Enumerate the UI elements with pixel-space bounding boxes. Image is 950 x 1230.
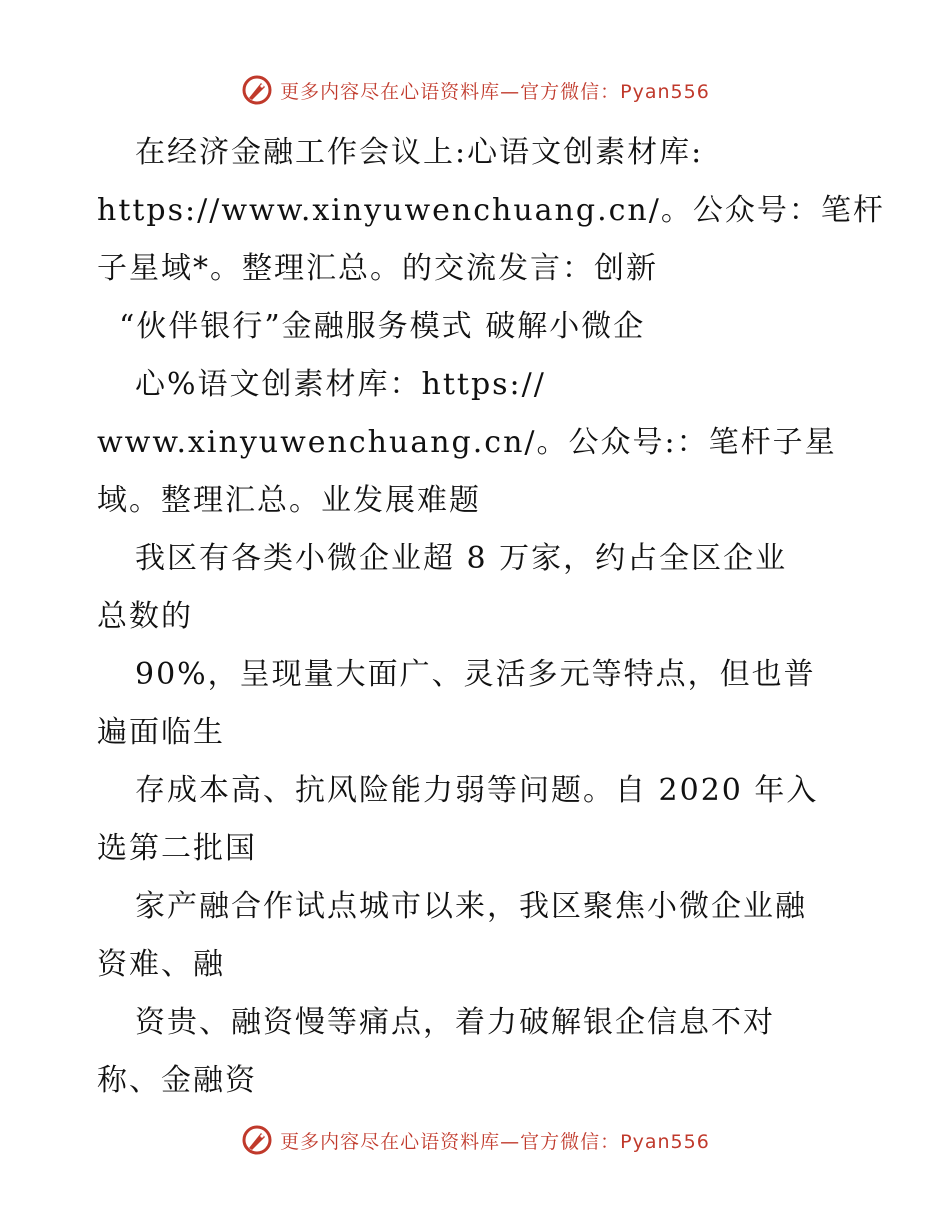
footer-banner-group [240, 1123, 710, 1157]
text-line: 心%语文创素材库：https:// [135, 367, 546, 402]
pen-nib-circle-icon [240, 1123, 274, 1157]
text-line: 资贵、融资慢等痛点，着力破解银企信息不对 [135, 1005, 775, 1040]
footer-banner-text: 更多内容尽在心语资料库—官方微信：Pyan556 [280, 1130, 710, 1153]
header-banner [0, 70, 950, 110]
text-line: https://www.xinyuwenchuang.cn/。公众号：笔杆 [97, 193, 885, 228]
document-body [97, 124, 885, 1110]
text-line: www.xinyuwenchuang.cn/。公众号:：笔杆子星 [97, 425, 837, 460]
header-banner-text: 更多内容尽在心语资料库—官方微信：Pyan556 [280, 80, 710, 103]
text-line: 存成本高、抗风险能力弱等问题。自 2020 年入 [135, 773, 819, 808]
header-banner-group [240, 73, 710, 107]
text-line: 我区有各类小微企业超 8 万家，约占全区企业 [135, 541, 788, 576]
text-line: 在经济金融工作会议上:心语文创素材库: [135, 135, 704, 170]
text-line: 90%，呈现量大面广、灵活多元等特点，但也普 [135, 657, 816, 692]
text-line: 域。整理汇总。业发展难题 [97, 483, 481, 518]
text-line: 资难、融 [97, 947, 225, 982]
text-line: 家产融合作试点城市以来，我区聚焦小微企业融 [135, 889, 807, 924]
footer-banner [0, 1120, 950, 1160]
text-line: 选第二批国 [97, 831, 257, 866]
text-line: “伙伴银行”金融服务模式 破解小微企 [119, 309, 646, 344]
pen-nib-circle-icon [240, 73, 274, 107]
text-line: 子星域*。整理汇总。的交流发言：创新 [97, 251, 658, 286]
text-line: 称、金融资 [97, 1063, 257, 1098]
text-line: 遍面临生 [97, 715, 225, 750]
text-line: 总数的 [97, 599, 193, 634]
